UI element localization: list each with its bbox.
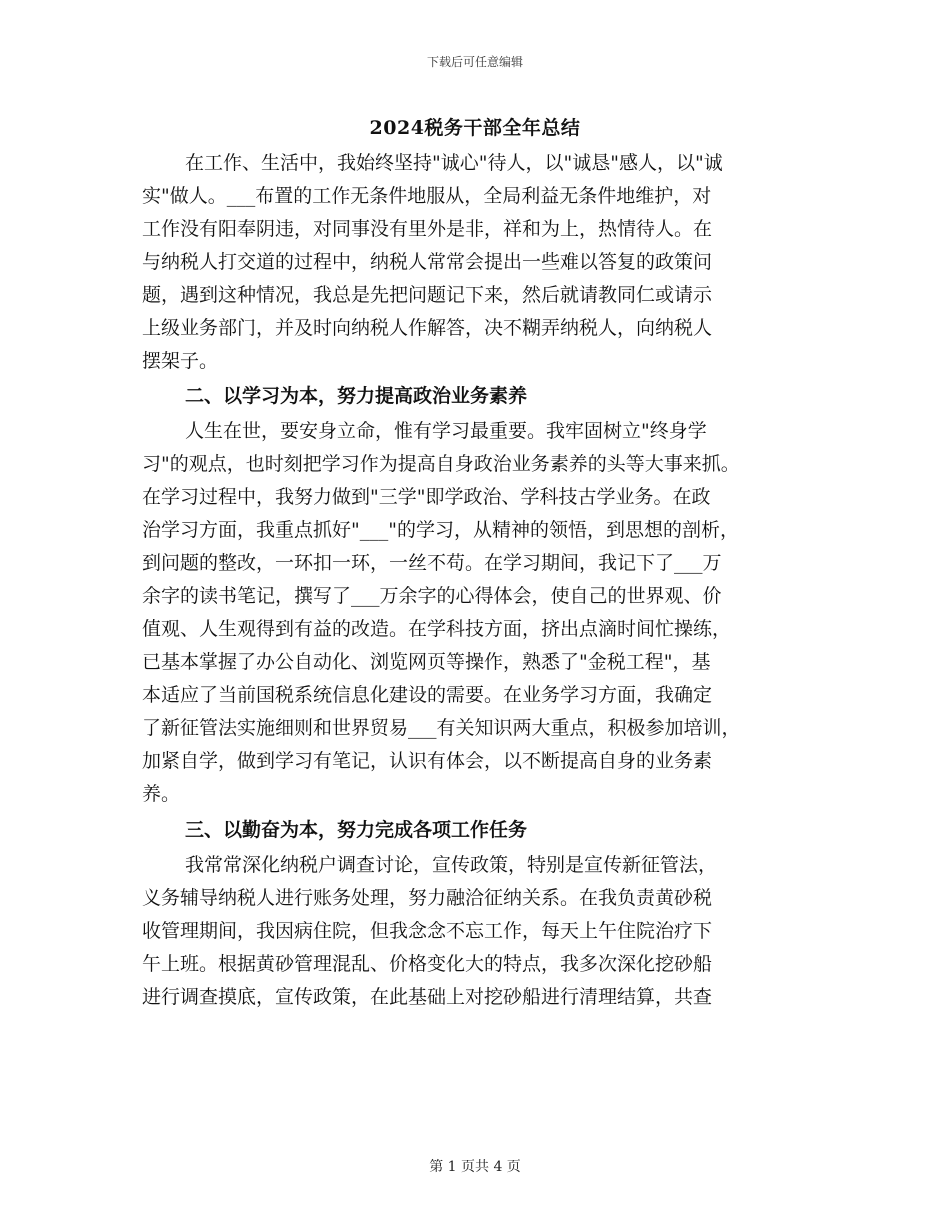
- paragraph-line: 加紧自学，做到学习有笔记，认识有体会，以不断提高自身的业务素: [142, 750, 713, 772]
- paragraph-line: 本适应了当前国税系统信息化建设的需要。在业务学习方面，我确定: [142, 684, 713, 706]
- paragraph-line: 值观、人生观得到有益的改造。在学科技方面，挤出点滴时间忙操练，: [142, 618, 732, 640]
- paragraph-line: 我常常深化纳税户调查讨论，宣传政策，特别是宣传新征管法，: [185, 854, 718, 876]
- paragraph-line: 在工作、生活中，我始终坚持"诚心"待人，以"诚恳"感人，以"诚: [185, 152, 723, 174]
- paragraph-line: 摆架子。: [142, 350, 219, 372]
- paragraph-line: 治学习方面，我重点抓好"___"的学习，从精神的领悟，到思想的剖析，: [142, 519, 739, 541]
- paragraph-line: 到问题的整改，一环扣一环，一丝不苟。在学习期间，我记下了___万: [142, 552, 722, 574]
- paragraph-line: 人生在世，要安身立命，惟有学习最重要。我牢固树立"终身学: [185, 420, 707, 442]
- paragraph-line: 习"的观点，也时刻把学习作为提高自身政治业务素养的头等大事来抓。: [142, 453, 740, 475]
- paragraph-line: 午上班。根据黄砂管理混乱、价格变化大的特点，我多次深化挖砂船: [142, 953, 713, 975]
- paragraph-line: 收管理期间，我因病住院，但我念念不忘工作，每天上午住院治疗下: [142, 920, 713, 942]
- paragraph-line: 了新征管法实施细则和世界贸易___有关知识两大重点，积极参加培训，: [142, 717, 741, 739]
- paragraph-line: 上级业务部门，并及时向纳税人作解答，决不糊弄纳税人，向纳税人: [142, 317, 713, 339]
- paragraph-line: 义务辅导纳税人进行账务处理，努力融洽征纳关系。在我负责黄砂税: [142, 887, 713, 909]
- section-heading: 二、以学习为本，努力提高政治业务素养: [185, 385, 528, 407]
- paragraph-line: 余字的读书笔记，撰写了___万余字的心得体会，使自己的世界观、价: [142, 585, 722, 607]
- paragraph-line: 养。: [142, 783, 181, 805]
- document-title: 2024税务干部全年总结: [369, 117, 581, 139]
- section-heading: 三、以勤奋为本，努力完成各项工作任务: [185, 819, 528, 841]
- header-note: 下载后可任意编辑: [426, 55, 523, 69]
- paragraph-line: 与纳税人打交道的过程中，纳税人常常会提出一些难以答复的政策问: [142, 251, 713, 273]
- page-number: 第 1 页共 4 页: [429, 1159, 521, 1175]
- paragraph-line: 实"做人。___布置的工作无条件地服从，全局利益无条件地维护，对: [142, 185, 712, 207]
- paragraph-line: 已基本掌握了办公自动化、浏览网页等操作，熟悉了"金税工程"，基: [142, 651, 711, 673]
- paragraph-line: 进行调查摸底，宣传政策，在此基础上对挖砂船进行清理结算，共查: [142, 986, 713, 1008]
- paragraph-line: 题，遇到这种情况，我总是先把问题记下来，然后就请教同仁或请示: [142, 284, 713, 306]
- paragraph-line: 工作没有阳奉阴违，对同事没有里外是非，祥和为上，热情待人。在: [142, 218, 713, 240]
- paragraph-line: 在学习过程中，我努力做到"三学"即学政治、学科技古学业务。在政: [142, 486, 711, 508]
